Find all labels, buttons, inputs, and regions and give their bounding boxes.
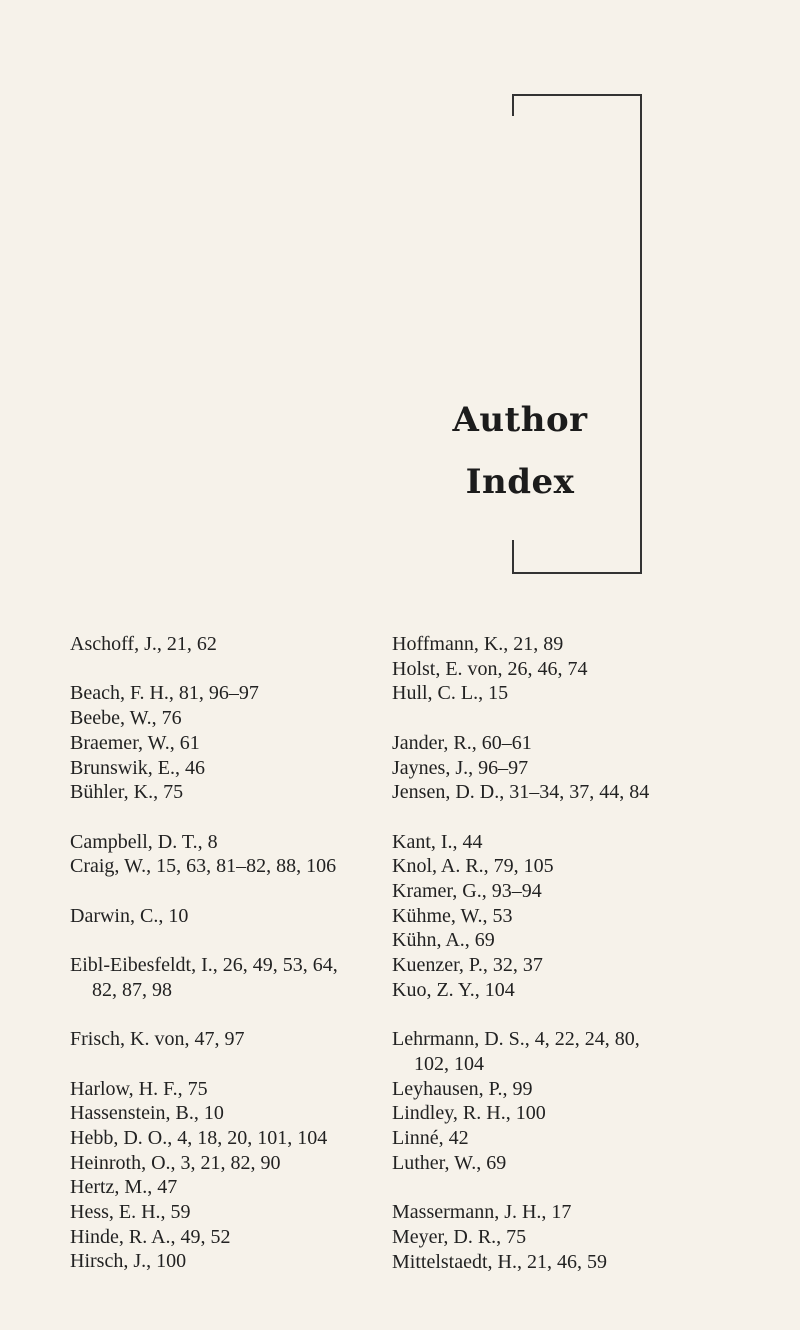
entry-gap: [70, 879, 360, 904]
index-entry: Kuenzer, P., 32, 37: [392, 954, 543, 977]
index-entry: Kühme, W., 53: [392, 904, 513, 927]
index-entry: Kuo, Z. Y., 104: [392, 978, 515, 1001]
entry-gap: [70, 1002, 360, 1027]
entry-gap: [392, 1175, 692, 1200]
index-entry: Brunswik, E., 46: [70, 756, 205, 779]
entry-gap: [392, 706, 692, 731]
index-entry: Beebe, W., 76: [70, 707, 182, 730]
index-entry: Jander, R., 60–61: [392, 731, 532, 754]
index-entry: Hoffmann, K., 21, 89: [392, 633, 564, 655]
index-entry: Luther, W., 69: [392, 1151, 507, 1174]
index-entry: Hebb, D. O., 4, 18, 20, 101, 104: [70, 1126, 328, 1149]
title-frame: [512, 94, 642, 574]
index-entry: Linné, 42: [392, 1127, 469, 1150]
index-column-left: [70, 632, 360, 1274]
index-entry: Beach, F. H., 81, 96–97: [70, 682, 259, 705]
index-entry: Frisch, K. von, 47, 97: [70, 1028, 245, 1051]
page-title-line2: Index: [465, 462, 575, 502]
index-entry: Holst, E. von, 26, 46, 74: [392, 657, 588, 680]
index-entry: Knol, A. R., 79, 105: [392, 855, 554, 878]
page-title-line1: Author: [452, 400, 588, 440]
index-entry: Jaynes, J., 96–97: [392, 756, 529, 779]
index-entry: Hertz, M., 47: [70, 1176, 178, 1199]
index-entry: Heinroth, O., 3, 21, 82, 90: [70, 1151, 281, 1174]
entry-gap: [70, 1052, 360, 1077]
index-entry: Harlow, H. F., 75: [70, 1077, 208, 1100]
index-entry: Eibl-Eibesfeldt, I., 26, 49, 53, 64,: [70, 954, 338, 977]
index-entry: Massermann, J. H., 17: [392, 1201, 572, 1224]
entry-gap: [70, 657, 360, 682]
entry-gap: [392, 1003, 692, 1028]
entry-gap: [392, 805, 692, 830]
index-entry: Lehrmann, D. S., 4, 22, 24, 80,: [392, 1028, 640, 1051]
index-entry: Darwin, C., 10: [70, 904, 189, 927]
index-entry: Bühler, K., 75: [70, 781, 184, 804]
index-entry: Lindley, R. H., 100: [392, 1102, 546, 1125]
index-entry: Aschoff, J., 21, 62: [70, 633, 217, 655]
index-entry: Kant, I., 44: [392, 830, 483, 853]
title-frame-tick-bottom: [512, 540, 514, 574]
title-frame-tick-top: [512, 94, 514, 116]
index-entry: Jensen, D. D., 31–34, 37, 44, 84: [392, 781, 650, 804]
index-entry: 82, 87, 98: [92, 978, 172, 1001]
index-entry: Hinde, R. A., 49, 52: [70, 1225, 231, 1248]
index-entry: Leyhausen, P., 99: [392, 1077, 533, 1100]
index-entry: Kühn, A., 69: [392, 929, 495, 952]
index-entry: Braemer, W., 61: [70, 731, 200, 754]
index-entry: Craig, W., 15, 63, 81–82, 88, 106: [70, 855, 337, 878]
entry-gap: [70, 805, 360, 830]
index-entry: Hull, C. L., 15: [392, 682, 509, 705]
index-entry: Meyer, D. R., 75: [392, 1225, 527, 1248]
index-entry: Campbell, D. T., 8: [70, 830, 218, 853]
index-entry: Hirsch, J., 100: [70, 1250, 187, 1273]
index-entry: Mittelstaedt, H., 21, 46, 59: [392, 1250, 607, 1273]
index-entry: Hassenstein, B., 10: [70, 1102, 224, 1125]
index-entry: Hess, E. H., 59: [70, 1201, 191, 1224]
index-entry: Kramer, G., 93–94: [392, 880, 542, 902]
index-entry: 102, 104: [414, 1052, 484, 1075]
entry-gap: [70, 928, 360, 953]
index-column-right: [392, 632, 692, 1274]
